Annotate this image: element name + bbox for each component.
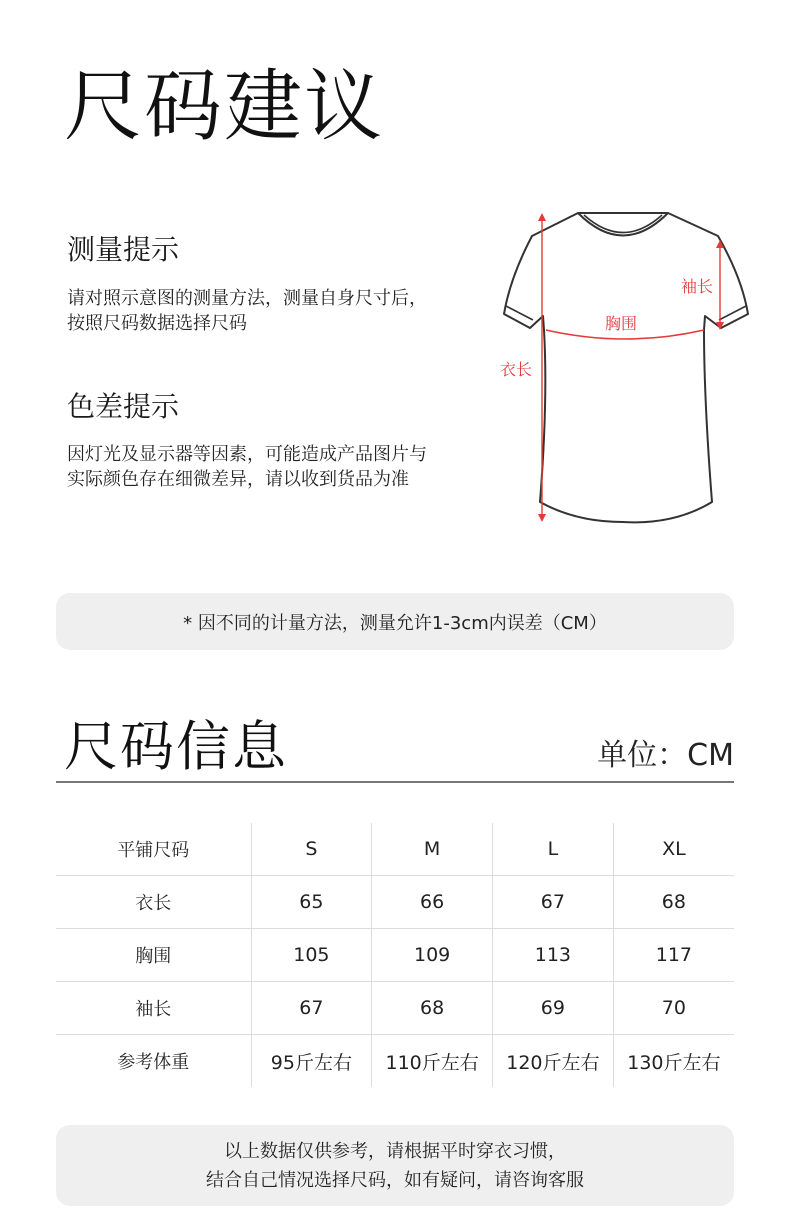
table-row-label: 胸围: [56, 929, 251, 982]
table-header-cell: XL: [613, 823, 734, 876]
table-cell: 130斤左右: [613, 1035, 734, 1088]
table-cell: 68: [372, 982, 493, 1035]
table-cell: 105: [251, 929, 372, 982]
table-row: [56, 1035, 734, 1088]
table-cell: 68: [613, 876, 734, 929]
chest-label: 胸围: [605, 314, 638, 333]
table-row: [56, 929, 734, 982]
tshirt-outline-icon: [490, 200, 760, 530]
table-cell: 120斤左右: [493, 1035, 614, 1088]
table-header-cell: L: [493, 823, 614, 876]
table-cell: 110斤左右: [372, 1035, 493, 1088]
footer-note-line-1: 以上数据仅供参考，请根据平时穿衣习惯，: [224, 1140, 566, 1162]
table-row-label: 衣长: [56, 876, 251, 929]
size-table: [56, 823, 734, 1087]
length-label: 衣长: [500, 360, 533, 379]
table-cell: 67: [251, 982, 372, 1035]
table-cell: 117: [613, 929, 734, 982]
table-row-label: 袖长: [56, 982, 251, 1035]
table-row: [56, 876, 734, 929]
size-info-title: 尺码信息: [64, 715, 288, 778]
table-header-cell: S: [251, 823, 372, 876]
footer-note-line-2: 结合自己情况选择尺码，如有疑问，请咨询客服: [206, 1169, 584, 1191]
sleeve-label: 袖长: [681, 277, 714, 296]
table-cell: 65: [251, 876, 372, 929]
measure-tip-line-1: 请对照示意图的测量方法，测量自身尺寸后，: [67, 288, 427, 309]
measure-tip-line-2: 按照尺码数据选择尺码: [67, 313, 247, 334]
table-header-cell: 平铺尺码: [56, 823, 251, 876]
measure-tip-heading: 测量提示: [67, 233, 180, 266]
measure-tip-text: [67, 286, 427, 336]
table-cell: 109: [372, 929, 493, 982]
tolerance-note: [56, 593, 734, 650]
table-row: [56, 982, 734, 1035]
unit-label: 单位：CM: [597, 738, 734, 773]
footer-note: [56, 1125, 734, 1206]
color-tip-line-2: 实际颜色存在细微差异，请以收到货品为准: [67, 469, 409, 490]
table-cell: 95斤左右: [251, 1035, 372, 1088]
table-header-cell: M: [372, 823, 493, 876]
color-tip-text: [67, 442, 427, 492]
table-cell: 69: [493, 982, 614, 1035]
page-title: 尺码建议: [64, 62, 385, 152]
table-header-row: [56, 823, 734, 876]
section-divider: [56, 781, 734, 783]
color-tip-heading: 色差提示: [67, 390, 180, 423]
tolerance-note-text: * 因不同的计量方法，测量允许1-3cm内误差（CM）: [183, 612, 607, 634]
table-cell: 70: [613, 982, 734, 1035]
table-cell: 113: [493, 929, 614, 982]
table-cell: 67: [493, 876, 614, 929]
color-tip-line-1: 因灯光及显示器等因素，可能造成产品图片与: [67, 444, 427, 465]
table-row-label: 参考体重: [117, 1052, 190, 1073]
table-cell: 66: [372, 876, 493, 929]
